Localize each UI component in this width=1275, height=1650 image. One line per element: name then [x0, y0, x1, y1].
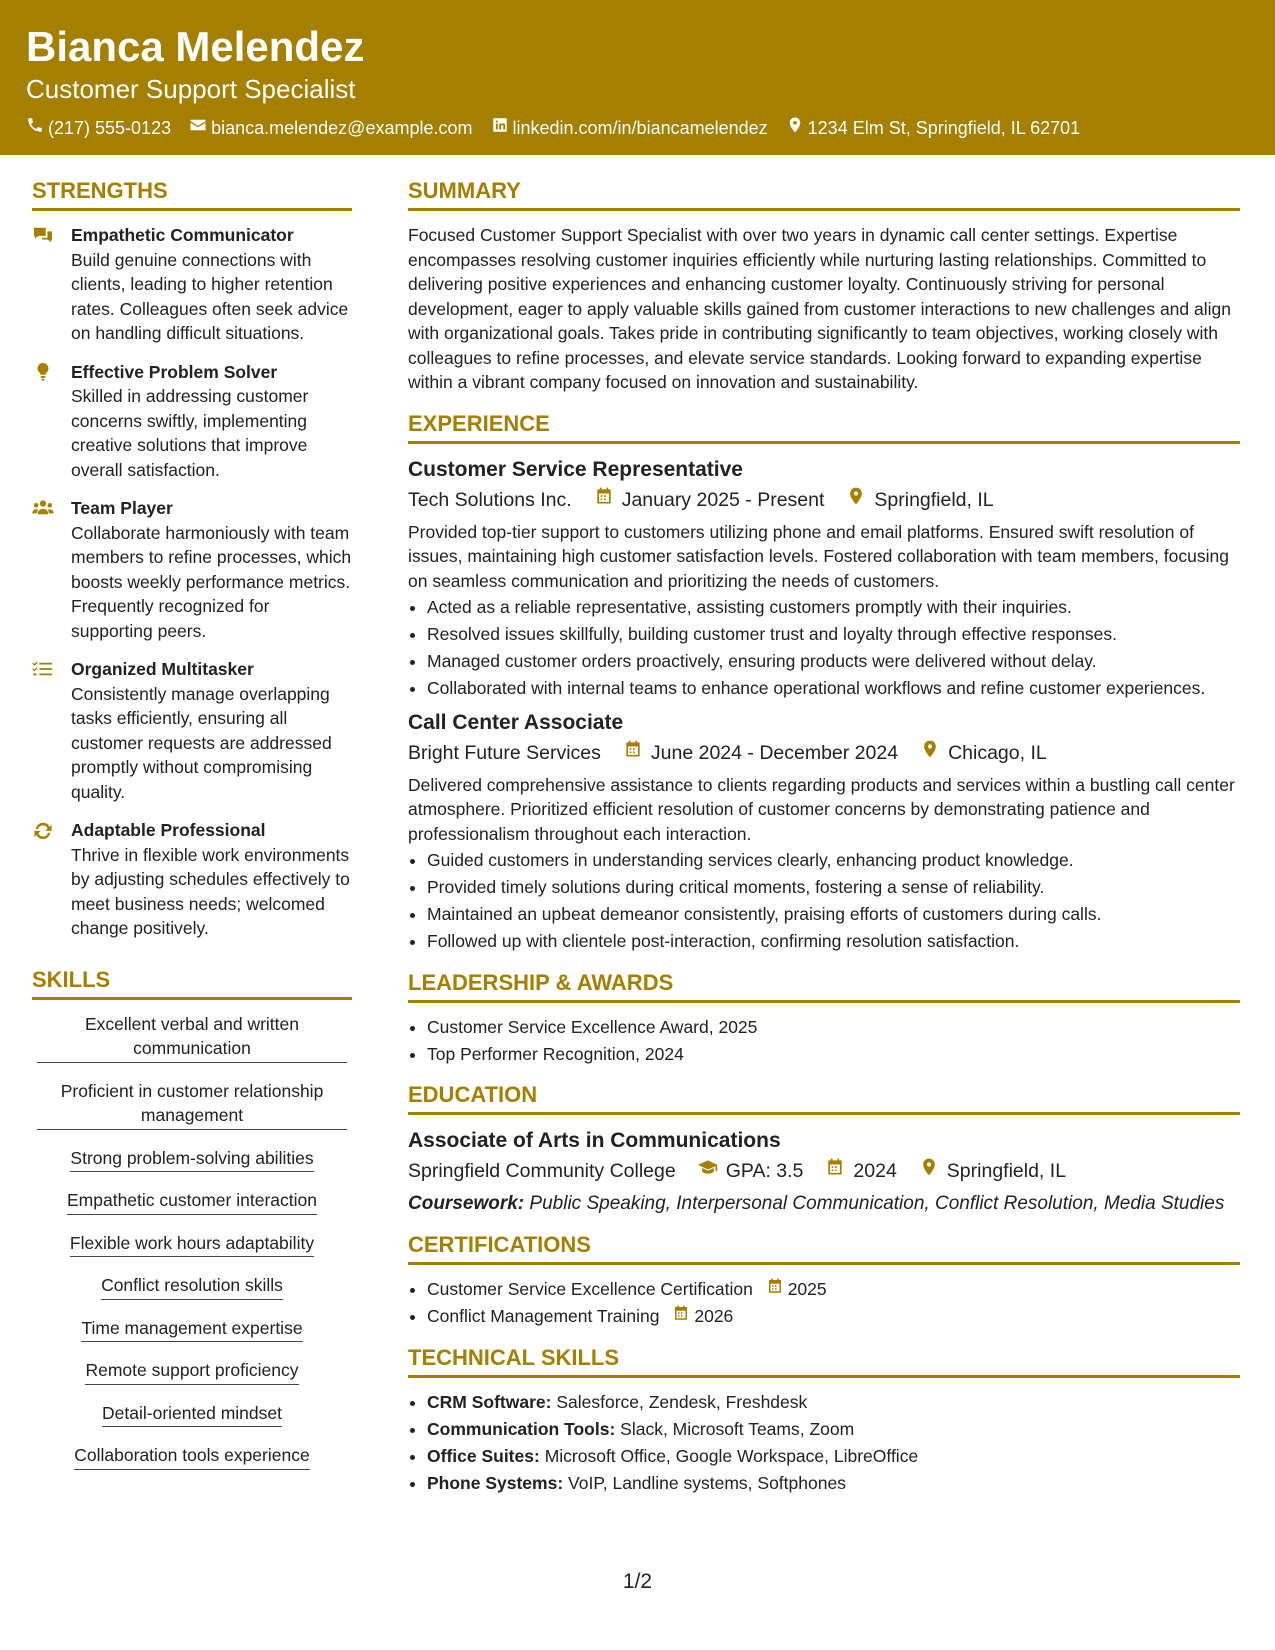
- strength-name: Team Player: [71, 498, 173, 518]
- skill-item: Detail-oriented mindset: [102, 1401, 282, 1428]
- technical-skill-item: [427, 1390, 1240, 1415]
- calendar-icon: [623, 739, 643, 767]
- strength-item: [32, 360, 352, 483]
- technical-skills-list: [408, 1390, 1240, 1496]
- tech-label: CRM Software:: [427, 1391, 552, 1412]
- job-bullet: • Maintained an upbeat demeanor consistently, praising efforts of customers during calls.: [427, 902, 1240, 927]
- skill-item: Flexible work hours adaptability: [70, 1231, 314, 1258]
- summary-section: [408, 176, 1240, 395]
- education-section: [408, 1080, 1240, 1216]
- technical-skill-item: [427, 1417, 1240, 1442]
- coursework-list: Public Speaking, Interpersonal Communication, Conflict Resolution, Media Studies: [529, 1193, 1225, 1214]
- job-title: Call Center Associate: [408, 710, 624, 734]
- tech-value: Slack, Microsoft Teams, Zoom: [620, 1418, 855, 1439]
- experience-section: [408, 409, 1240, 954]
- email-text: bianca.melendez@example.com: [211, 118, 473, 138]
- certification-item: [427, 1304, 1240, 1329]
- map-marker-icon: [846, 486, 866, 514]
- skill-item: Excellent verbal and written communication: [37, 1012, 347, 1063]
- contact-address: [786, 116, 1081, 140]
- left-column: [32, 176, 352, 1486]
- strength-desc: Skilled in addressing customer concerns swiftly, implementing creative solutions that improve overall satisfaction.: [71, 386, 309, 480]
- skill-item: Empathetic customer interaction: [67, 1188, 317, 1215]
- tech-value: Salesforce, Zendesk, Freshdesk: [556, 1391, 808, 1412]
- map-marker-icon: [786, 116, 804, 140]
- calendar-icon: [825, 1157, 845, 1185]
- job-description: Provided top-tier support to customers utilizing phone and email platforms. Ensured swift resolution of issues, maintaining high customer satisfaction levels. Fostered collaboration with team members, focusing on seamless communication and prioritizing the needs of customers.: [408, 521, 1229, 591]
- education-heading: EDUCATION: [408, 1080, 1240, 1115]
- tech-label: Phone Systems:: [427, 1472, 564, 1493]
- strength-desc: Consistently manage overlapping tasks efficiently, ensuring all customer requests are addressed promptly without compromising quality.: [71, 683, 332, 802]
- job-company: Tech Solutions Inc.: [408, 488, 572, 511]
- job-bullets: [408, 595, 1240, 701]
- strength-item: [32, 657, 352, 804]
- contact-linkedin[interactable]: [491, 116, 768, 140]
- school-name: Springfield Community College: [408, 1160, 676, 1182]
- job-meta: [408, 486, 1240, 514]
- certifications-heading: CERTIFICATIONS: [408, 1230, 1240, 1265]
- award-item: • Customer Service Excellence Award, 2025: [427, 1015, 1240, 1040]
- job-bullet: • Collaborated with internal teams to enhance operational workflows and refine customer experiences.: [427, 676, 1240, 701]
- strength-name: Empathetic Communicator: [71, 225, 294, 245]
- phone-icon: [26, 116, 44, 140]
- certifications-list: [408, 1277, 1240, 1329]
- tech-value: Microsoft Office, Google Workspace, LibreOffice: [544, 1445, 919, 1466]
- graduation-year: 2024: [853, 1160, 897, 1182]
- award-item: • Top Performer Recognition, 2024: [427, 1042, 1240, 1067]
- strength-desc: Build genuine connections with clients, leading to higher retention rates. Colleagues often seek advice on handling difficult situations.: [71, 249, 349, 343]
- strength-item: [32, 223, 352, 346]
- phone-text: (217) 555-0123: [48, 118, 172, 138]
- candidate-name: Bianca Melendez: [26, 23, 365, 70]
- skill-item: Conflict resolution skills: [101, 1273, 283, 1300]
- strengths-heading: STRENGTHS: [32, 176, 352, 211]
- skill-item: Strong problem-solving abilities: [70, 1146, 313, 1173]
- technical-skill-item: [427, 1471, 1240, 1496]
- certification-year: 2025: [787, 1279, 827, 1299]
- strength-desc: Collaborate harmoniously with team members to refine processes, which boosts weekly performance metrics. Frequently recognized for supporting peers.: [71, 522, 352, 641]
- job-dates: June 2024 - December 2024: [650, 741, 899, 764]
- job-location: Chicago, IL: [948, 741, 1047, 764]
- certifications-section: [408, 1230, 1240, 1329]
- users-icon: [32, 499, 56, 519]
- tech-label: Communication Tools:: [427, 1418, 616, 1439]
- job-description: Delivered comprehensive assistance to clients regarding products and services within a bustling call center atmosphere. Prioritized efficient resolution of customer concerns by demonstrating patience and professionalism throughout each interaction.: [408, 774, 1235, 844]
- contact-bar: [26, 116, 1080, 140]
- page-number: 1/2: [622, 1570, 653, 1593]
- job-bullets: [408, 848, 1240, 954]
- linkedin-icon: [491, 116, 509, 140]
- strength-name: Effective Problem Solver: [71, 361, 278, 382]
- tasks-icon: [32, 660, 56, 680]
- strength-desc: Thrive in flexible work environments by adjusting schedules effectively to meet business needs; welcomed change positively.: [71, 844, 350, 938]
- job-location: Springfield, IL: [874, 488, 994, 511]
- degree-title: Associate of Arts in Communications: [408, 1129, 781, 1152]
- linkedin-text: linkedin.com/in/biancamelendez: [512, 118, 768, 138]
- summary-heading: SUMMARY: [408, 176, 1240, 211]
- skill-item: Collaboration tools experience: [74, 1443, 309, 1470]
- tech-label: Office Suites:: [427, 1445, 540, 1466]
- map-marker-icon: [919, 1157, 939, 1185]
- skills-heading: SKILLS: [32, 965, 352, 1000]
- skill-item: Proficient in customer relationship management: [37, 1079, 347, 1130]
- skills-list: [32, 1012, 352, 1470]
- strength-item: [32, 818, 352, 941]
- contact-email[interactable]: [189, 116, 472, 140]
- job-bullet: • Guided customers in understanding services clearly, enhancing product knowledge.: [427, 848, 1240, 873]
- certification-item: [427, 1277, 1240, 1302]
- job-title: Customer Service Representative: [408, 457, 743, 481]
- gpa-text: GPA: 3.5: [725, 1160, 804, 1182]
- calendar-icon: [672, 1304, 690, 1329]
- awards-section: [408, 968, 1240, 1067]
- contact-phone[interactable]: [26, 116, 171, 140]
- experience-heading: EXPERIENCE: [408, 409, 1240, 444]
- technical-skill-item: [427, 1444, 1240, 1469]
- awards-list: [408, 1015, 1240, 1067]
- job-entry: [408, 709, 1240, 954]
- job-bullet: • Managed customer orders proactively, ensuring products were delivered without delay.: [427, 649, 1240, 674]
- job-bullet: • Provided timely solutions during critical moments, fostering a sense of reliability.: [427, 875, 1240, 900]
- awards-heading: LEADERSHIP & AWARDS: [408, 968, 1240, 1003]
- summary-text: Focused Customer Support Specialist with over two years in dynamic call center settings. Expertise encompasses resolving customer inquiries efficiently while nurturing lasting relationships. Committed to delivering positive experiences and enhancing customer loyalty. Continuously striving for personal development, eager to apply valuable skills gained from customer interactions to new challenges and align with organizational goals. Takes pride in contributing significantly to team objectives, working closely with colleagues to refine processes, and elevate service standards. Looking forward to expanding expertise within a vibrant company focused on innovation and sustainability.: [408, 225, 1231, 392]
- graduation-cap-icon: [698, 1157, 718, 1185]
- job-bullet: • Followed up with clientele post-interaction, confirming resolution satisfaction.: [427, 929, 1240, 954]
- technical-skills-heading: TECHNICAL SKILLS: [408, 1343, 1240, 1378]
- job-meta: [408, 739, 1240, 767]
- coursework: [408, 1191, 1240, 1216]
- calendar-icon: [766, 1277, 784, 1302]
- job-entry: [408, 456, 1240, 701]
- address-text: 1234 Elm St, Springfield, IL 62701: [807, 118, 1081, 138]
- skill-item: Remote support proficiency: [85, 1358, 298, 1385]
- map-marker-icon: [920, 739, 940, 767]
- technical-skills-section: [408, 1343, 1240, 1496]
- strength-item: [32, 496, 352, 643]
- certification-name: Conflict Management Training: [427, 1306, 660, 1326]
- refresh-icon: [32, 821, 56, 841]
- candidate-title: Customer Support Specialist: [26, 74, 356, 104]
- certification-year: 2026: [694, 1306, 734, 1326]
- envelope-icon: [189, 116, 207, 140]
- school-location: Springfield, IL: [946, 1160, 1067, 1182]
- calendar-icon: [594, 486, 614, 514]
- tech-value: VoIP, Landline systems, Softphones: [568, 1472, 846, 1493]
- resume-header: [0, 0, 1275, 155]
- right-column: [408, 176, 1240, 1509]
- coursework-label: Coursework:: [408, 1193, 525, 1214]
- job-dates: January 2025 - Present: [621, 488, 825, 511]
- strength-name: Organized Multitasker: [71, 659, 254, 679]
- comments-icon: [32, 226, 56, 246]
- job-bullet: • Acted as a reliable representative, assisting customers promptly with their inquiries.: [427, 595, 1240, 620]
- strength-name: Adaptable Professional: [71, 820, 266, 840]
- lightbulb-icon: [32, 363, 56, 383]
- certification-name: Customer Service Excellence Certification: [427, 1279, 753, 1299]
- skill-item: Time management expertise: [81, 1316, 302, 1343]
- education-meta: [408, 1157, 1240, 1185]
- job-company: Bright Future Services: [408, 741, 601, 764]
- job-bullet: • Resolved issues skillfully, building customer trust and loyalty through effective responses.: [427, 622, 1240, 647]
